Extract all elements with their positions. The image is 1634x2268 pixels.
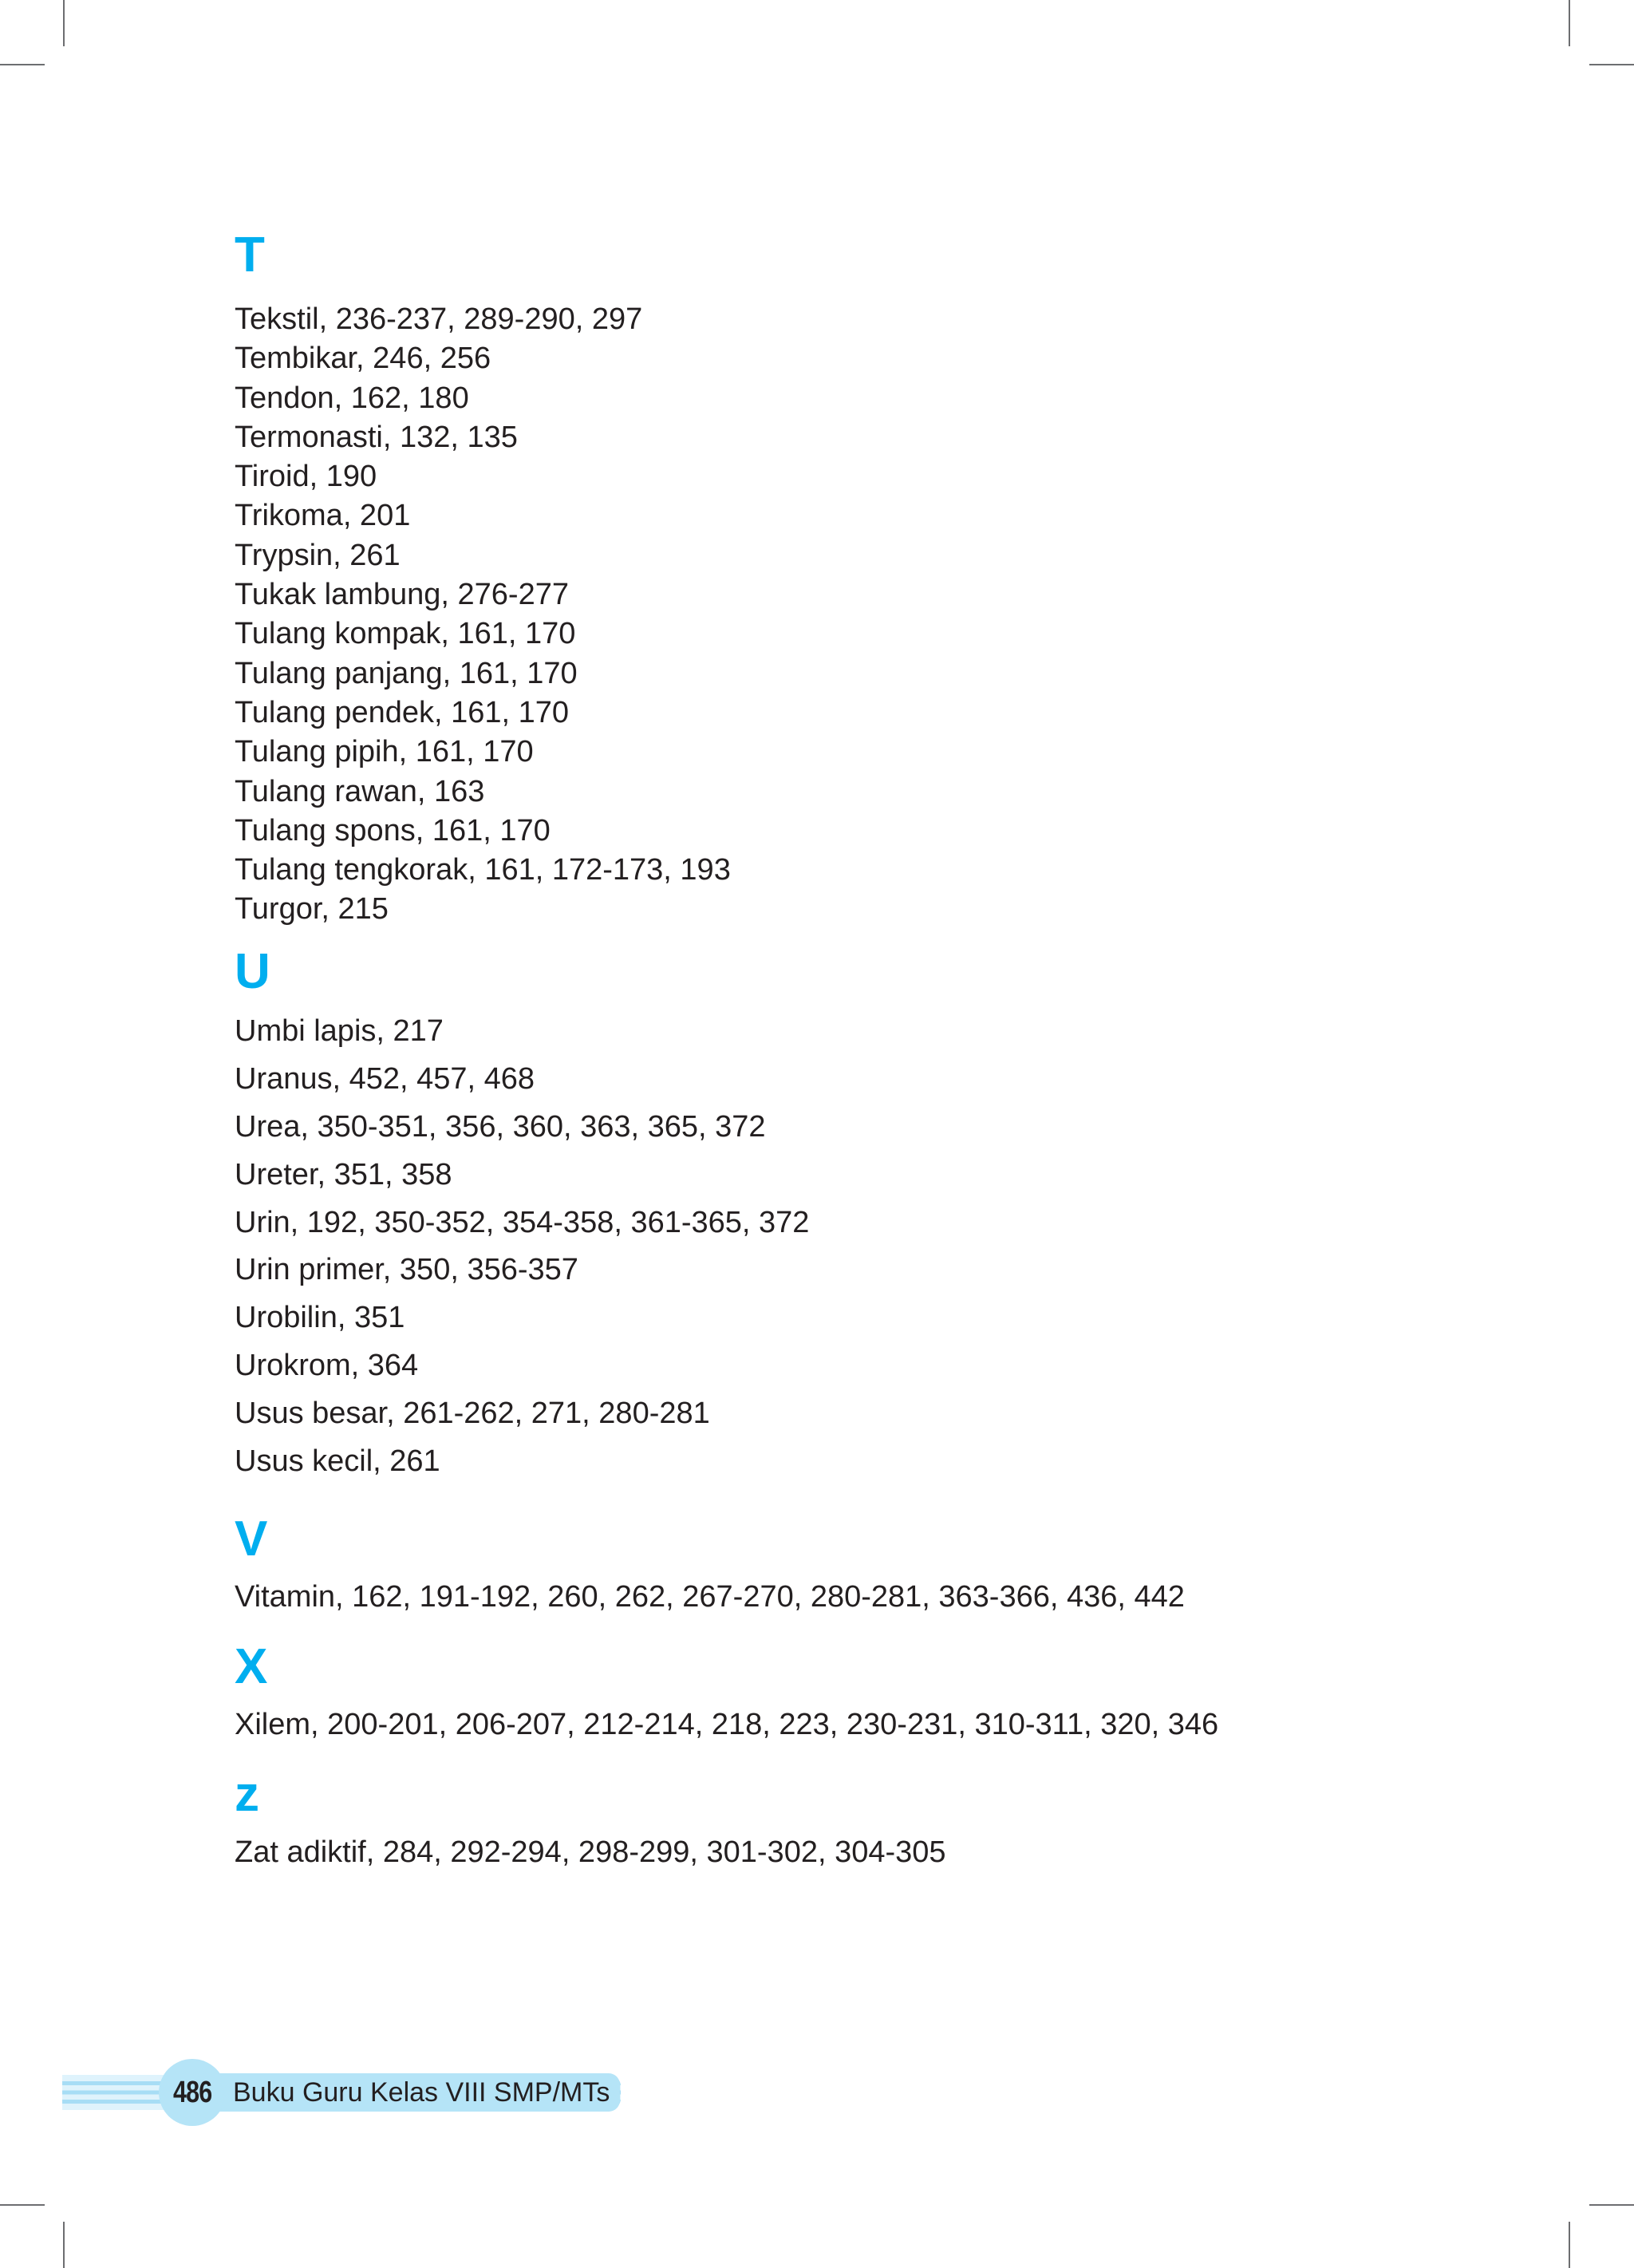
index-entry: Turgor, 215 [235, 892, 389, 927]
index-entry: Tembikar, 246, 256 [235, 342, 491, 376]
index-entry: Tulang pipih, 161, 170 [235, 735, 534, 769]
index-entry: Trikoma, 201 [235, 499, 411, 533]
index-entry-list-z [235, 1832, 946, 1872]
index-entry: Tulang panjang, 161, 170 [235, 656, 578, 690]
index-entry-list-t [235, 300, 731, 930]
index-entry-list-u [235, 1008, 809, 1486]
crop-mark-bottom-left-vertical [63, 2222, 65, 2268]
index-entry: Uranus, 452, 457, 468 [235, 1061, 535, 1096]
index-entry: Trypsin, 261 [235, 538, 401, 572]
crop-mark-top-right-horizontal [1589, 64, 1634, 65]
index-entry: Tulang rawan, 163 [235, 774, 485, 808]
index-entry: Tiroid, 190 [235, 460, 377, 494]
index-entry: Ureter, 351, 358 [235, 1157, 452, 1191]
index-entry: Termonasti, 132, 135 [235, 420, 518, 454]
section-letter-u: U [235, 944, 270, 999]
crop-mark-bottom-right-vertical [1569, 2222, 1570, 2268]
index-entry: Tulang spons, 161, 170 [235, 813, 551, 848]
index-section-v [235, 1511, 1185, 1617]
index-section-z [235, 1767, 946, 1872]
index-entry: Usus besar, 261-262, 271, 280-281 [235, 1397, 710, 1431]
index-entry: Xilem, 200-201, 206-207, 212-214, 218, 223, 230-231, 310-311, 320, 346 [235, 1708, 1219, 1741]
index-entry: Vitamin, 162, 191-192, 260, 262, 267-270, 280-281, 363-366, 436, 442 [235, 1580, 1185, 1614]
section-letter-t: T [235, 227, 265, 283]
index-section-x [235, 1639, 1219, 1744]
index-section-u [235, 944, 810, 1486]
section-letter-v: V [235, 1511, 268, 1567]
index-entry: Tendon, 162, 180 [235, 381, 469, 415]
section-letter-x: X [235, 1639, 268, 1694]
index-entry: Zat adiktif, 284, 292-294, 298-299, 301-302, 304-305 [235, 1835, 946, 1869]
index-entry: Tukak lambung, 276-277 [235, 578, 569, 612]
crop-mark-top-left-vertical [63, 0, 65, 46]
index-entry: Tulang tengkorak, 161, 172-173, 193 [235, 853, 731, 887]
index-entry-list-x [235, 1705, 1218, 1744]
index-entry-list-v [235, 1577, 1185, 1617]
crop-mark-bottom-left-horizontal [0, 2204, 45, 2206]
index-entry: Urea, 350-351, 356, 360, 363, 365, 372 [235, 1109, 766, 1144]
index-entry: Tulang kompak, 161, 170 [235, 617, 576, 651]
section-letter-z: z [235, 1767, 259, 1822]
index-entry: Tulang pendek, 161, 170 [235, 695, 570, 729]
index-entry: Urobilin, 351 [235, 1301, 405, 1335]
crop-mark-top-right-vertical [1569, 0, 1570, 46]
page-number: 486 [172, 2075, 212, 2109]
index-entry: Urin primer, 350, 356-357 [235, 1253, 578, 1287]
index-entry: Urin, 192, 350-352, 354-358, 361-365, 372 [235, 1205, 810, 1239]
book-title: Buku Guru Kelas VIII SMP/MTs [233, 2077, 610, 2108]
index-section-t [235, 227, 731, 930]
index-entry: Usus kecil, 261 [235, 1444, 440, 1479]
page-number-circle [159, 2059, 226, 2126]
index-entry: Umbi lapis, 217 [235, 1014, 444, 1048]
index-entry: Urokrom, 364 [235, 1349, 419, 1383]
crop-mark-top-left-horizontal [0, 64, 45, 65]
crop-mark-bottom-right-horizontal [1589, 2204, 1634, 2206]
index-entry: Tekstil, 236-237, 289-290, 297 [235, 302, 643, 336]
